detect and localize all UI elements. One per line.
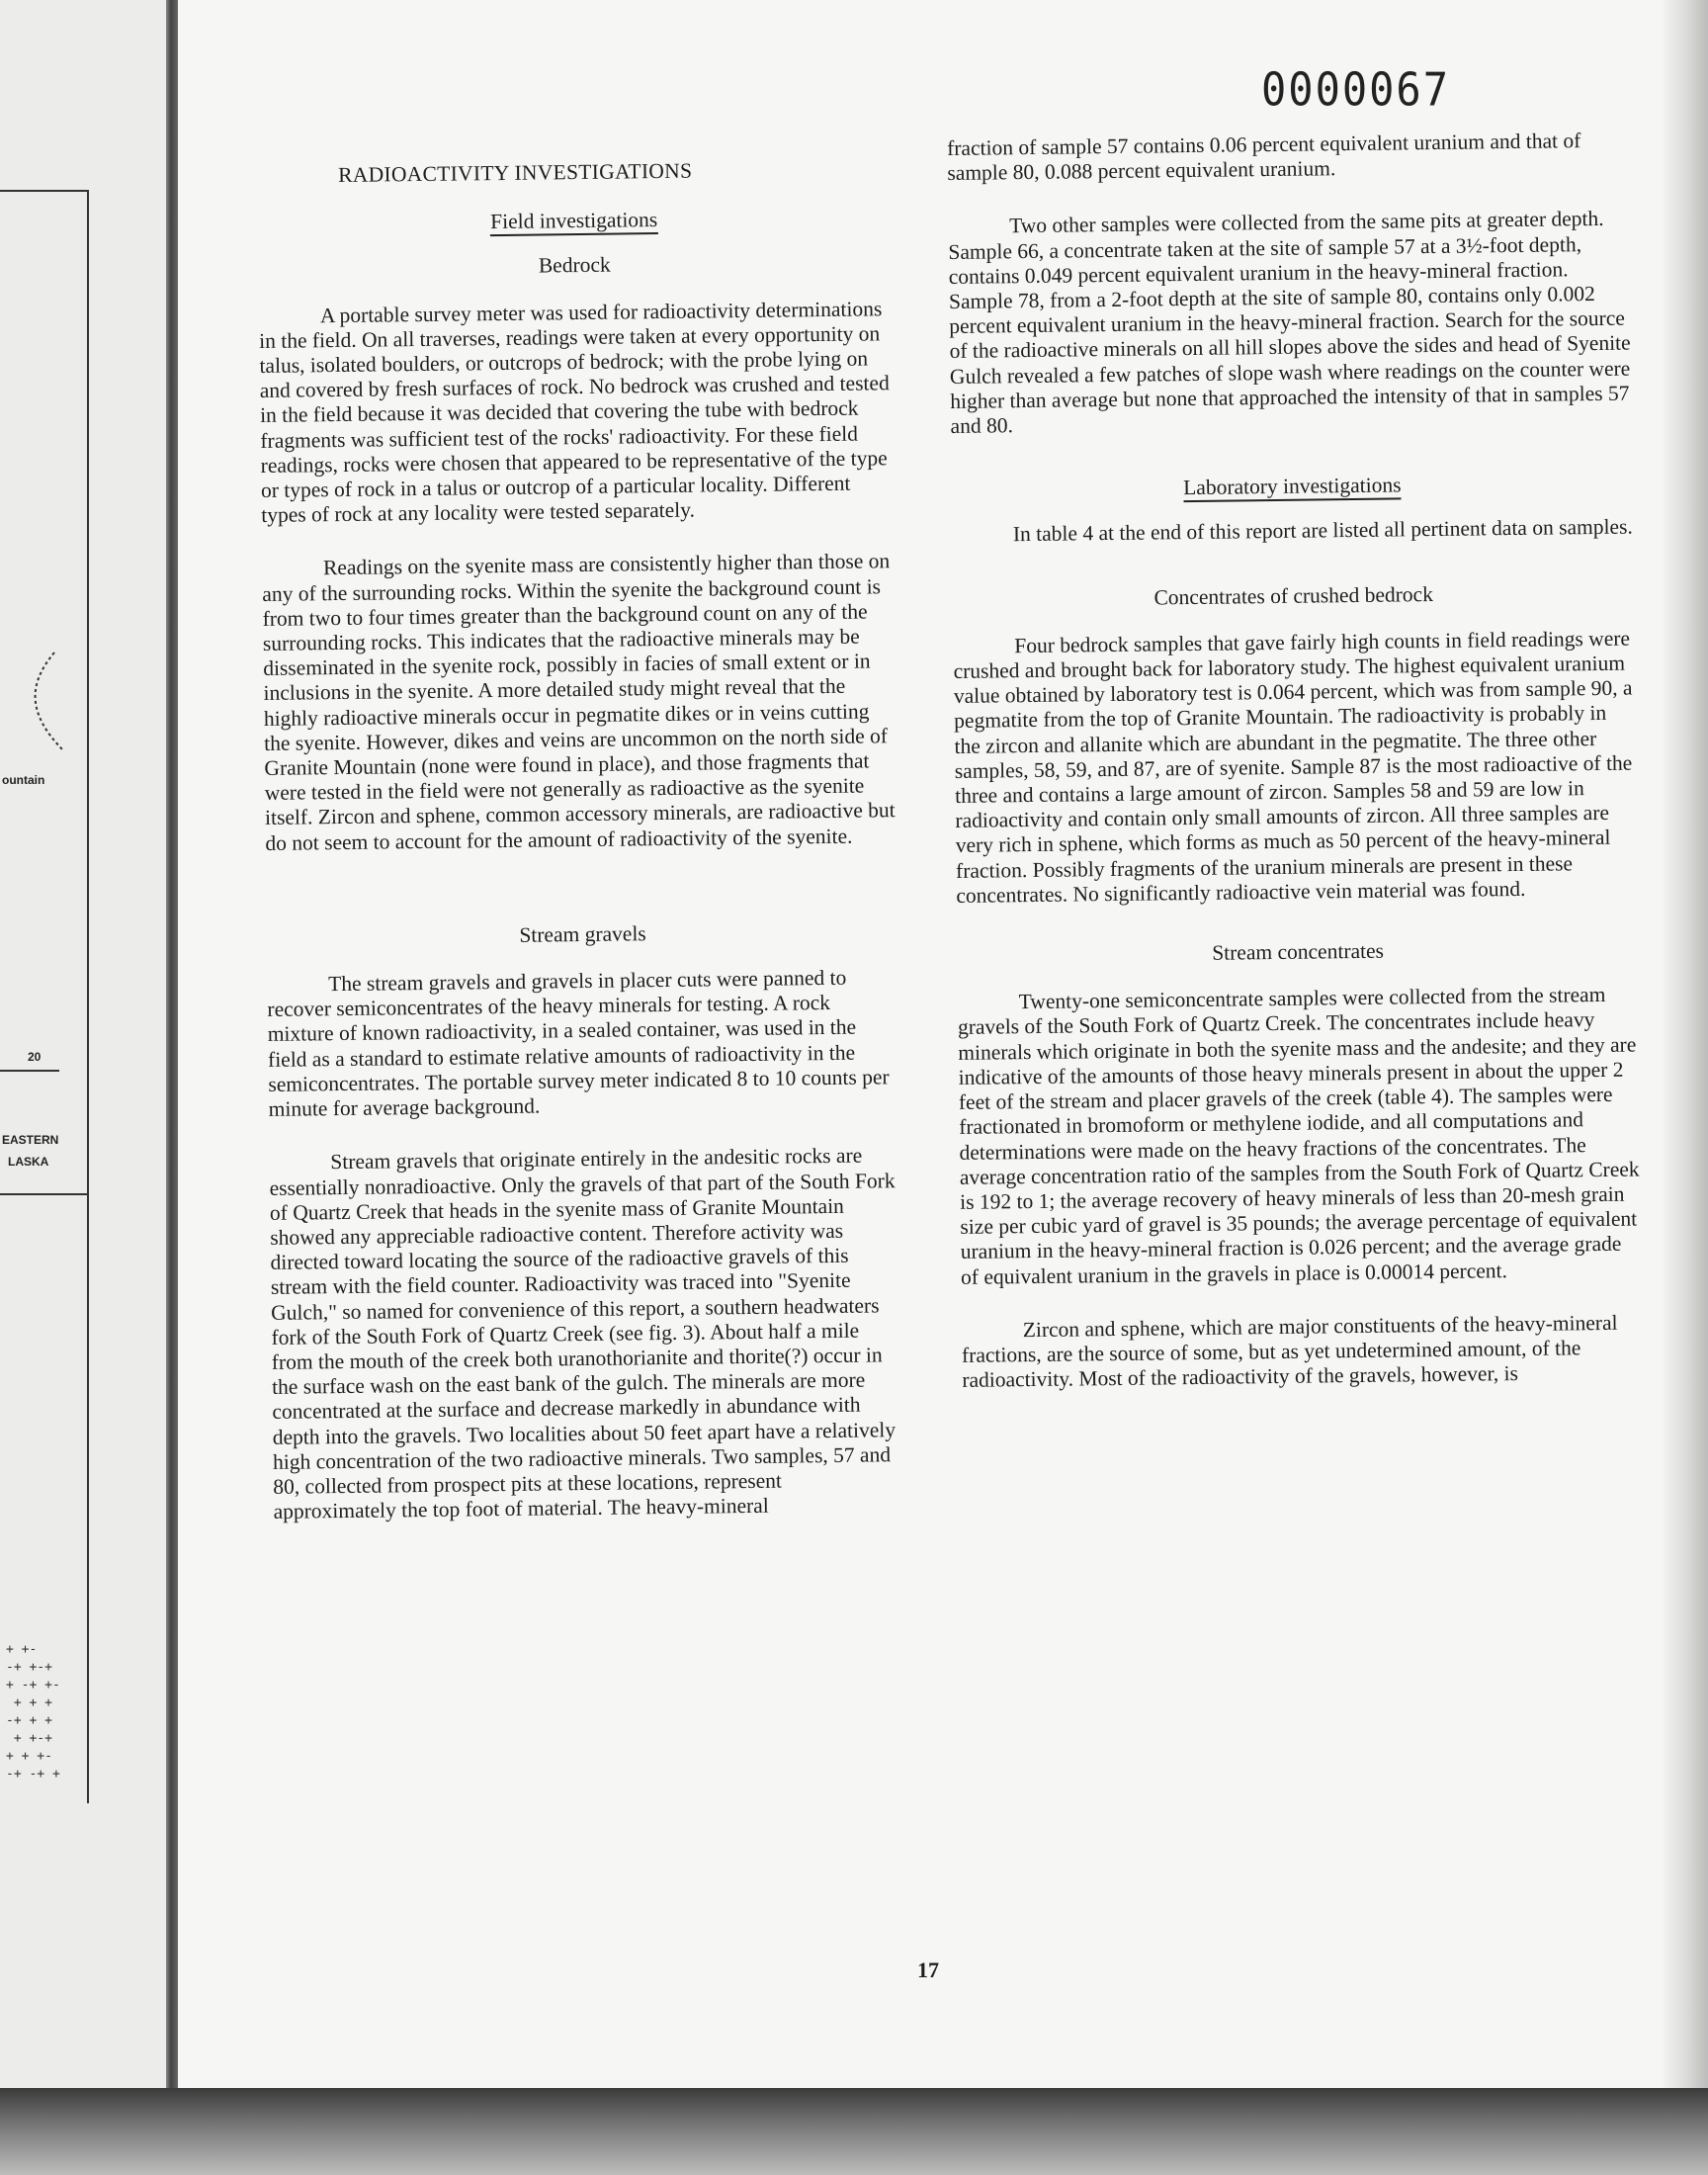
section-heading <box>258 205 891 237</box>
page-number: 17 <box>917 1958 939 1982</box>
paragraph: A portable survey meter was used for radioactivity determinations in the field. On all traverses, readings were taken at every opportunity on talus, isolated boulders, or outcrops of bedrock; with the probe lying on and covered by fresh surfaces of rock. No bedrock was crushed and tested in the field because it was decided that covering the tube with bedrock fragments was sufficient test of the rocks' radioactivity. For these field readings, rocks were chosen that appeared to be representative of the type or types of rock in a talus or outcrop of a particular locality. Different types of rock at any locality were tested separately. <box>259 296 890 528</box>
map-label-alaska: LASKA <box>8 1155 49 1169</box>
paragraph: The stream gravels and gravels in placer cuts were panned to recover semiconcentrates of the heavy minerals for testing. A rock mixture of known radioactivity, in a sealed container, was used in the field as a standard to estimate relative amounts of radioactivity in the semiconcentrates. The portable survey meter indicated 8 to 10 counts per minute for average background. <box>267 965 890 1122</box>
left-column <box>257 156 906 1524</box>
map-contour-line <box>10 643 69 761</box>
paragraph: Twenty-one semiconcentrate samples were collected from the stream gravels of the South Fork of Quartz Creek. The concentrates include heavy minerals which originate in both the syenite mass and the andesite; and they are indicative of the amounts of those heavy minerals present in about the upper 2 feet of the stream and placer gravels of the creek (table 4). The samples were fractionated in bromoform or methylene iodide, and all computations and determinations were made on the heavy fractions of the concentrates. The average concentration ratio of the samples from the South Fork of Quartz Creek is 192 to 1; the average recovery of heavy minerals of less than 20-mesh grain size per cubic yard of gravel is 35 pounds; the average percentage of equivalent uranium in the heavy-mineral fraction is 0.026 percent; and the average grade of equivalent uranium in the gravels in place is 0.00014 percent. <box>957 983 1640 1289</box>
map-label-eastern: EASTERN <box>2 1133 59 1147</box>
page-binding-edge <box>166 0 178 2101</box>
paragraph: In table 4 at the end of this report are listed all pertinent data on samples. <box>1012 514 1633 547</box>
map-label-mountain: ountain <box>2 773 45 787</box>
subsection-heading: Stream gravels <box>519 921 646 947</box>
right-column <box>947 129 1644 1394</box>
paragraph: Two other samples were collected from the same pits at greater depth. Sample 66, a concentrate taken at the site of sample 57 at a 3½-foot depth, contains 0.049 percent equivalent uranium in the heavy-mineral fraction. Sample 78, from a 2-foot depth at the site of sample 80, contains only 0.002 percent equivalent uranium in the heavy-mineral fraction. Search for the source of the radioactive minerals on all hill slopes above the sides and head of Syenite Gulch revealed a few patches of slope wash where readings on the counter were higher than average but none that approached the intensity of that in samples 57 and 80. <box>948 207 1631 439</box>
subsection-heading: Stream concentrates <box>1212 938 1385 965</box>
paragraph: Readings on the syenite mass are consistently higher than those on any of the surrounding rocks. Within the syenite the background count is from two to four times greater than the background count on any of the surrounding rocks. This indicates that the radioactive minerals may be disseminated in the syenite rock, possibly in facies of small extent or in inclusions in the syenite. A more detailed study might reveal that the highly radioactive minerals occur in pegmatite dikes or in veins cutting the syenite. However, dikes and veins are uncommon on the north side of Granite Mountain (none were found in place), and those fragments that were tested in the field were not generally as radioactive as the syenite itself. Zircon and sphene, common accessory minerals, are radioactive but do not seem to account for the amount of radioactivity of the syenite. <box>262 549 896 855</box>
document-number: 0000067 <box>1261 62 1451 117</box>
map-border-line <box>0 1193 87 1195</box>
scan-bottom-shadow <box>0 2088 1708 2175</box>
paragraph: Four bedrock samples that gave fairly high counts in field readings were crushed and brought back for laboratory study. The highest equivalent uranium value obtained by laboratory test is 0.064 percent, which was from sample 90, a pegmatite from the top of Granite Mountain. The radioactivity is probably in the zircon and allanite which are abundant in the pegmatite. The three other samples, 58, 59, and 87, are of syenite. Sample 87 is the most radioactive of the three and contains a large amount of zircon. Samples 58 and 59 are low in radioactivity and contain only small amounts of zircon. All three samples are very rich in sphene, which forms as much as 50 percent of the heavy-mineral fraction. Possibly fragments of the uranium minerals are present in these concentrates. No significantly radioactive vein material was found. <box>953 626 1633 908</box>
adjacent-page-strip <box>0 0 174 2175</box>
section-heading <box>951 471 1633 504</box>
paragraph: Stream gravels that originate entirely in the andesitic rocks are essentially nonradioactive. Only the gravels of that part of the South Fork of Quartz Creek that heads in the syenite mass of Granite Mountain showed any appreciable radioactive content. Therefore activity was directed toward locating the source of the radioactive gravels of this stream with the field counter. Radioactivity was traced into "Syenite Gulch," so named for convenience of this report, a southern headwaters fork of the South Fork of Quartz Creek (see fig. 3). About half a mile from the mouth of the creek both uranothorianite and thorite(?) occur in the surface wash on the east bank of the gulch. The minerals are more concentrated at the surface and decrease markedly in abundance with depth into the gravels. Two localities about 50 feet apart have a relatively high concentration of the two radioactive minerals. Two samples, 57 and 80, collected from prospect pits at these locations, represent approximately the top foot of material. The heavy-mineral <box>269 1143 897 1524</box>
page-right-edge <box>1661 0 1708 2101</box>
page-title: RADIOACTIVITY INVESTIGATIONS <box>337 158 693 187</box>
map-label-20: 20 <box>28 1050 42 1064</box>
section-heading-text: Field investigations <box>490 208 657 236</box>
map-pattern: + +- -+ +-+ + -+ +- + + + -+ + + + +-+ + + +- -+ -+ + <box>6 1642 60 1782</box>
subsection-heading: Bedrock <box>538 253 611 278</box>
paragraph: fraction of sample 57 contains 0.06 percent equivalent uranium and that of sample 80, 0.088 percent equivalent uranium. <box>947 129 1581 186</box>
subsection-heading: Concentrates of crushed bedrock <box>1153 581 1434 610</box>
paragraph: Zircon and sphene, which are major constituents of the heavy-mineral fractions, are the source of some, but as yet undetermined amount, of the radioactivity. Most of the radioactivity of the gravels, however, is <box>961 1310 1618 1393</box>
section-heading-text: Laboratory investigations <box>1183 474 1402 503</box>
map-frame <box>0 190 89 1803</box>
map-tick <box>0 1070 59 1072</box>
